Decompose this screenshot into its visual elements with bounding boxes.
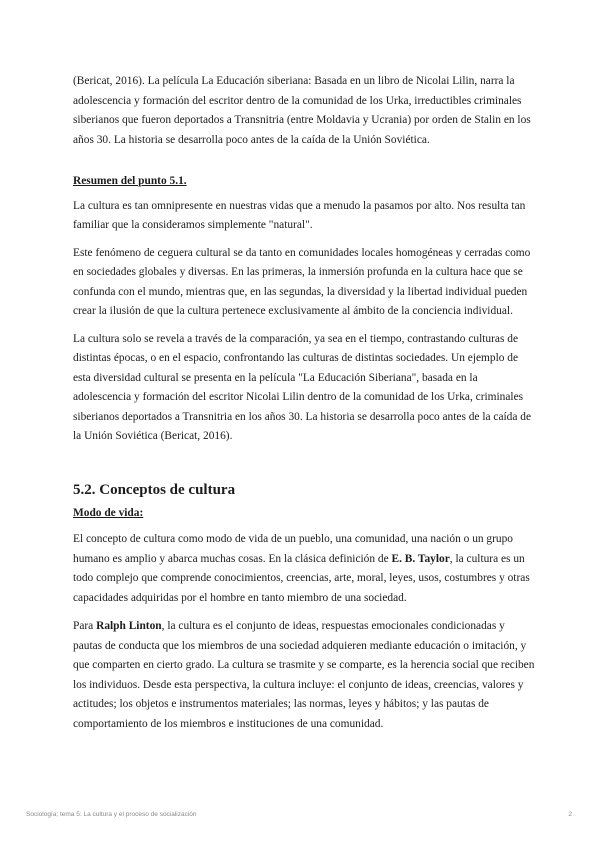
- taylor-paragraph-text-before: El concepto de cultura como modo de vida de un pueblo, una comunidad, una nación o un grupo humano es amplio y abarca muchas cosas. En la clásica definición de: [73, 533, 514, 565]
- summary-paragraph-2: Este fenómeno de ceguera cultural se da tanto en comunidades locales homogéneas y cerradas como en sociedades globales y diversas. En las primeras, la inmersión profunda en la cultura hace que se confunda con el mundo, mientras que, en las segundas, la diversidad y la libertad individual pueden crear la ilusión de que la cultura pertenece exclusivamente al ámbito de la conciencia individual.: [73, 246, 531, 317]
- taylor-name: E. B. Taylor: [391, 552, 450, 565]
- section-heading: 5.2. Conceptos de cultura: [73, 481, 236, 498]
- subsection-heading: Modo de vida:: [73, 506, 144, 519]
- linton-paragraph-text-after: , la cultura es el conjunto de ideas, respuestas emocionales condicionadas y pautas de conducta que los miembros de una sociedad adquieren mediante educación o imitación, y que comparten en cierto grado. La cultura se trasmite y se comparte, es la herencia social que reciben los individuos. Desde esta perspectiva, la cultura incluye: el conjunto de ideas, creencias, valores y actitudes; los objetos e instrumentos materiales; las normas, leyes y hábitos; y las pautas de comportamiento de los miembros e instituciones de una comunidad.: [73, 620, 535, 730]
- footer-course-title: Sociología; tema 5: La cultura y el proceso de socialización: [26, 811, 197, 818]
- taylor-paragraph: [73, 530, 535, 608]
- page-content: [73, 72, 535, 743]
- linton-name: Ralph Linton: [96, 620, 162, 632]
- page-number: 2: [568, 811, 572, 818]
- taylor-paragraph-text-after: , la cultura es un todo complejo que comprende conocimientos, creencias, arte, moral, leyes, usos, costumbres y otras capacidades adquiridas por el hombre en tanto miembro de una sociedad.: [73, 552, 530, 604]
- linton-paragraph: [73, 617, 535, 734]
- summary-paragraph-1: La cultura es tan omnipresente en nuestras vidas que a menudo la pasamos por alto. Nos resulta tan familiar que la consideramos simplemente "natural".: [73, 199, 526, 231]
- summary-paragraph-3: La cultura solo se revela a través de la comparación, ya sea en el tiempo, contrastando culturas de distintas épocas, o en el espacio, confrontando las culturas de distintas sociedades. Un ejemplo de esta diversidad cultural se presenta en la película "La Educación Siberiana", basada en la adolescencia y formación del escritor Nicolai Lilin dentro de la comunidad de los Urka, criminales siberianos deportados a Transnitria en los años 30. La historia se desarrolla poco antes de la caída de la Unión Soviética (Bericat, 2016).: [73, 332, 532, 442]
- summary-heading: Resumen del punto 5.1.: [73, 175, 187, 187]
- linton-paragraph-text-before: Para: [73, 620, 97, 632]
- intro-paragraph: (Bericat, 2016). La película La Educación siberiana: Basada en un libro de Nicolai Lilin, narra la adolescencia y formación del escritor dentro de la comunidad de los Urka, irreductibles criminales siberianos que fueron deportados a Transnitria (entre Moldavia y Ucrania) por orden de Stalin en los años 30. La historia se desarrolla poco antes de la caída de la Unión Soviética.: [73, 75, 531, 146]
- page-footer: [26, 811, 572, 818]
